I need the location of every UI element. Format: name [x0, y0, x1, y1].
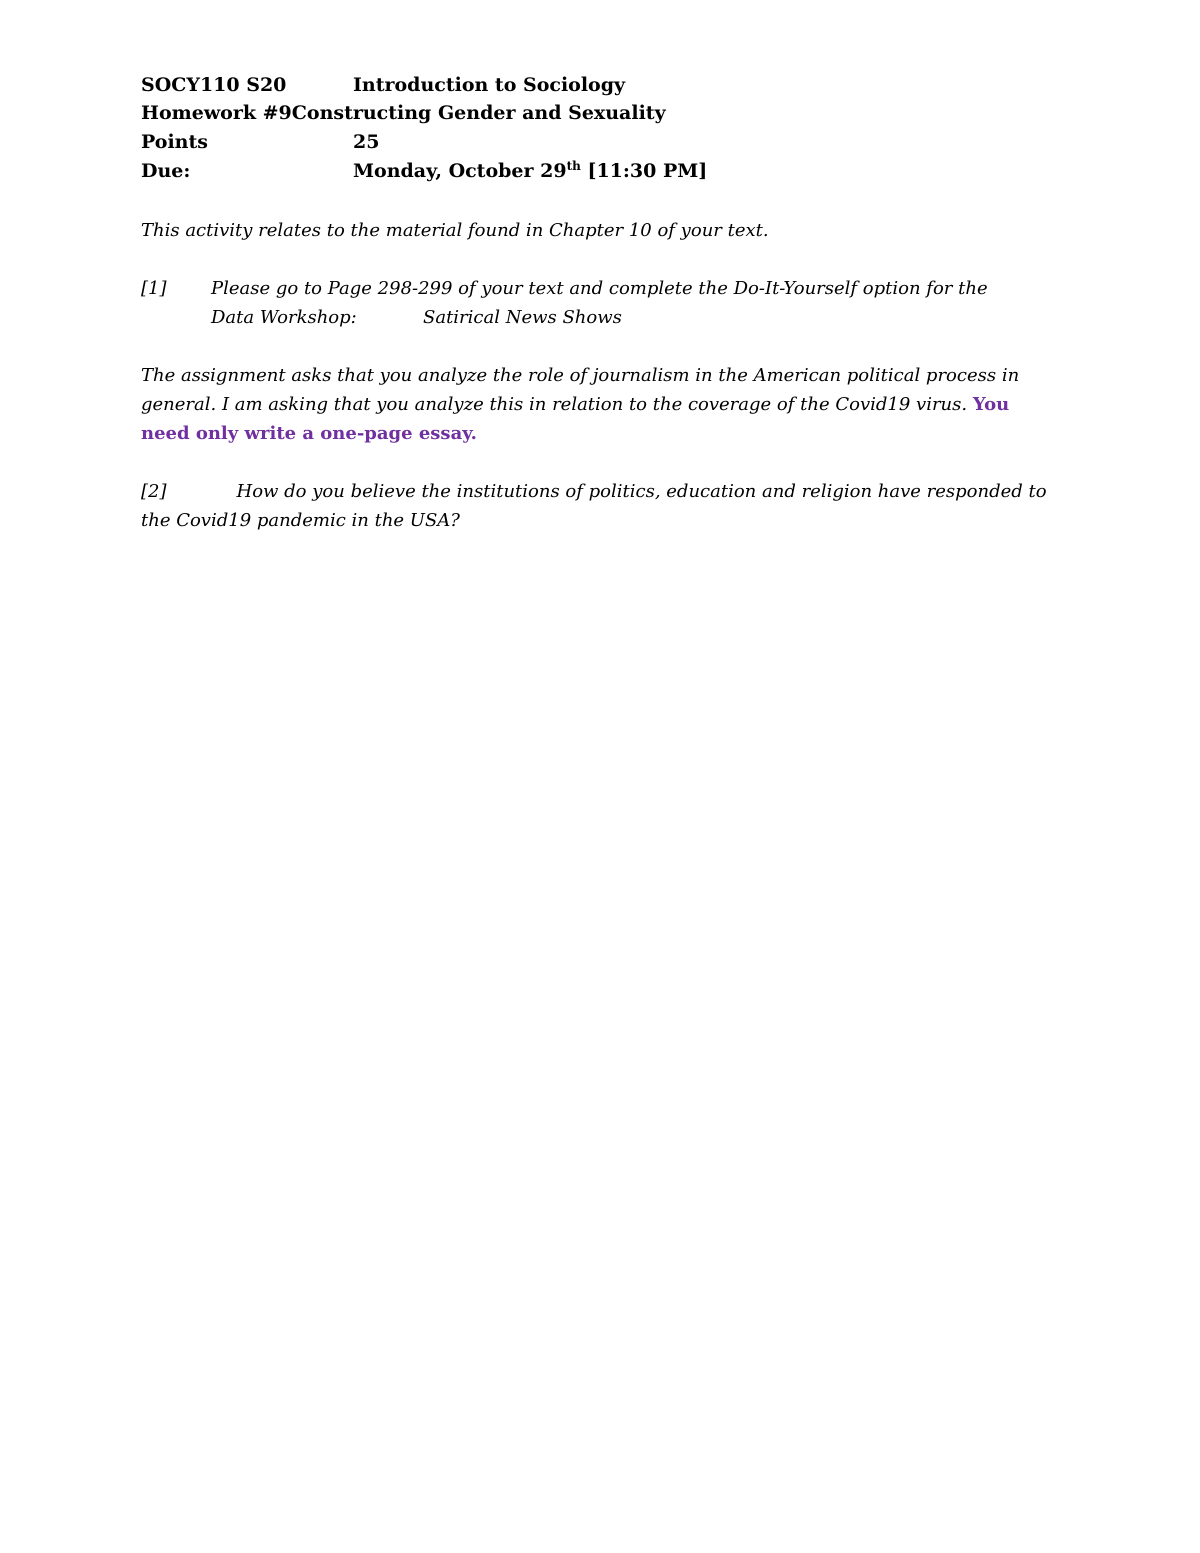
question-1-text: Please go to Page 298-299 of your text and complete the Do-It-Yourself option for the	[211, 278, 988, 299]
due-date	[353, 158, 707, 184]
intro-text: This activity relates to the material found in Chapter 10 of your text.	[141, 220, 769, 241]
homework-title: Homework #9Constructing Gender and Sexuality	[141, 102, 666, 124]
course-code: SOCY110 S20	[141, 74, 287, 96]
question-2-text: How do you believe the institutions of politics, education and religion have responded to the Covid19 pandemic in the USA?	[141, 481, 1047, 531]
assignment-emphasis: You need only write a one-page essay.	[141, 394, 1010, 444]
due-date-suffix: th	[566, 159, 581, 173]
due-label: Due:	[141, 160, 191, 182]
assignment-paragraph	[141, 361, 1051, 448]
points-value: 25	[353, 131, 380, 153]
question-1-number: [1]	[141, 278, 167, 299]
workshop-label: Data Workshop:	[211, 307, 357, 328]
workshop-title: Satirical News Shows	[423, 307, 622, 328]
due-time: [11:30 PM]	[580, 160, 708, 182]
course-title: Introduction to Sociology	[353, 74, 626, 96]
assignment-text: The assignment asks that you analyze the role of journalism in the American political process in general. I am asking that you analyze this in relation to the coverage of the Covid19 virus.	[141, 365, 1020, 415]
due-date-text: Monday, October 29	[353, 160, 567, 182]
question-1-workshop-line	[211, 303, 622, 332]
question-2-number: [2]	[141, 481, 167, 502]
points-label: Points	[141, 131, 208, 153]
question-2	[141, 477, 1051, 535]
